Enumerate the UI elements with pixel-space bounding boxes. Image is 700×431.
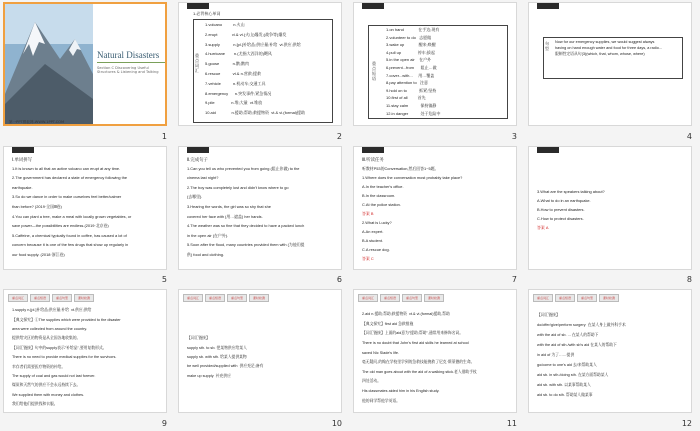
mountain-image: [5, 4, 93, 126]
note-line: The old man goes about with the aid of a walking stick.老人借助手杖: [362, 369, 477, 374]
question-line: B.A student.: [362, 237, 383, 243]
slide-5-canvas[interactable]: [3, 146, 167, 270]
answer-line: 答案 B: [362, 210, 374, 216]
phrase-row: 1.on hand 在手边;现有: [386, 27, 440, 32]
note-line: in aid of 为了……提供: [537, 353, 575, 358]
vocab-row: 10.aid n.援助;帮助;救援物资 vt.& vi.(formal)援助: [205, 110, 306, 116]
note-line: with the aid of sb. ... 在某人的帮助下: [537, 333, 599, 338]
phrase-row: 5.in the open air 在户外: [386, 57, 432, 63]
slide-thumbnail-7[interactable]: [350, 144, 525, 288]
note-line: 【词汇链接】: [537, 313, 560, 318]
tab-test[interactable]: 课时检测: [599, 294, 619, 302]
slide-header-bar: [354, 3, 516, 9]
tab-test[interactable]: 课时检测: [424, 294, 444, 302]
exercise-line: 3.Hearing the words, the girl was so shy that she: [187, 203, 271, 209]
vertical-label: 句型: [545, 41, 549, 51]
note-line: supply sth. to sb. 把某物供应给某人: [187, 345, 247, 350]
vocab-row: 5.goose n.鹅;鹅肉: [205, 61, 250, 67]
slide-heading: Ⅱ.完成句子: [187, 156, 208, 162]
answer-line: 答案 C: [362, 255, 374, 261]
phrase-row: 2.volunteer to do 志愿做: [386, 34, 432, 40]
note-line: 【典文探究】①The supplies which were provided to the disaster: [12, 317, 121, 322]
vocab-row: 1.volcano n.火山: [205, 22, 245, 27]
question-line: A.An expert.: [362, 228, 384, 234]
question-line: A.In the teacher's office.: [362, 183, 404, 189]
slide-7-canvas[interactable]: [353, 146, 517, 270]
tab-phrases[interactable]: 重点短语: [380, 294, 400, 302]
slide-number: 7: [511, 275, 517, 285]
exercise-line: cinema last night?: [187, 175, 219, 181]
tab-vocab[interactable]: 重点词汇: [8, 294, 28, 302]
tab-sentences[interactable]: 重点句型: [402, 294, 422, 302]
tab-vocab[interactable]: 重点词汇: [183, 294, 203, 302]
note-line: 四处活动。: [362, 379, 381, 384]
exercise-line: 5.Soon after the flood, many countries provided them with (为他们提: [187, 242, 305, 248]
phrase-row: 9.hold on to 抓紧;坚持: [386, 87, 437, 93]
question-line: 1.Where does the conversation most probably take place?: [362, 174, 463, 180]
exercise-line: than before? (2019·全国Ⅲ卷): [12, 203, 62, 209]
sentence-line: Now for our emergency supplies, we would suggest always: [555, 40, 655, 44]
slide-3-canvas[interactable]: [353, 2, 517, 126]
slide-number: 12: [681, 418, 692, 428]
tab-phrases[interactable]: 重点短语: [205, 294, 225, 302]
note-line: 煤炭和天然气的供应不会永远持续下去。: [12, 383, 81, 388]
exercise-line: in the open air (在户外).: [187, 232, 229, 238]
note-line: area were collected from around the country.: [12, 327, 88, 331]
exercise-line: 2.The boy was completely lost and didn't know where to go: [187, 184, 289, 190]
slide-header-bar: [529, 3, 691, 9]
sentence-list: [555, 39, 662, 58]
note-line: aid sb. to do sth. 帮助某人做某事: [537, 393, 593, 398]
tab-phrases[interactable]: 重点短语: [555, 294, 575, 302]
note-line: with the aid of sth./with sb's aid 在某人的帮助下: [537, 343, 617, 348]
section-tabs: [8, 294, 94, 302]
vocab-row: 6.rescue vt.& n.营救;援救: [205, 70, 262, 76]
question-line: 2.What is Lucky?: [362, 219, 392, 225]
vocab-row: 8.emergency n.突发事件;紧急情况: [205, 90, 272, 96]
tab-vocab[interactable]: 重点词汇: [533, 294, 553, 302]
slide-10-canvas[interactable]: [178, 289, 342, 413]
slide-number: 5: [161, 275, 167, 285]
slide-4-canvas[interactable]: [528, 2, 692, 126]
exercise-line: covered her face with (用…遮盖) her hands.: [187, 213, 263, 219]
note-line: 幸存者们需要医疗物资的补给。: [12, 364, 66, 369]
tab-sentences[interactable]: 重点句型: [52, 294, 72, 302]
exercise-list: [12, 164, 164, 260]
section-tabs: [533, 294, 619, 302]
note-line: 提供给灾区的物资是从全国各地收集的。: [12, 336, 81, 341]
vertical-label: 重点短语: [372, 61, 376, 81]
exercise-line: concern because it is one of the few drugs that show up regularly in: [12, 242, 129, 248]
question-line: A.What to do in an earthquake.: [537, 197, 591, 203]
slide-number: 8: [686, 275, 692, 285]
slide-thumbnail-5[interactable]: [0, 144, 175, 288]
slide-6-canvas[interactable]: [178, 146, 342, 270]
slide-number: 10: [331, 418, 342, 428]
note-line: There is no need to provide medical supplies for the survivors.: [12, 355, 117, 360]
vertical-label: 重点词汇: [195, 53, 199, 73]
question-line: 听教材P53的Conversation,然后回答1~5题。: [362, 165, 439, 171]
question-line: B.How to prevent disasters.: [537, 206, 585, 212]
note-line: be well provided/supplied with 供应充足;备有: [187, 364, 264, 369]
question-list: [362, 164, 514, 263]
slide-9-canvas[interactable]: [3, 289, 167, 413]
note-line: His classmates aided him in his English study.: [362, 388, 440, 393]
note-line: The supply of coal and gas would not last forever.: [12, 374, 96, 379]
note-line: 我们给他们提供钱和衣服。: [12, 402, 58, 407]
note-line: supply sb. with sth. 给某人提供某物: [187, 355, 247, 359]
title-divider: [97, 62, 165, 63]
note-line: go/come to one's aid 去/来帮助某人: [537, 363, 597, 368]
sentence-line: having on hand enough water and food for three days, a radio...: [555, 46, 663, 51]
phrase-row: 7.cover...with... 用…覆盖: [386, 72, 435, 78]
slide-thumbnail-2[interactable]: [175, 0, 350, 144]
note-line: There is no doubt that John's first aid skills he learned at school: [362, 340, 469, 345]
exercise-line: 5.Caffeine, a chemical typically found in coffee, has caused a lot of: [12, 232, 127, 238]
slide-thumbnail-4[interactable]: [525, 0, 700, 144]
exercise-line: 1.Can you tell us who prevented you from going (阻止你做) to the: [187, 165, 300, 171]
vocab-list: [205, 20, 305, 118]
note-line: 【词汇链接】句中的supply表示"补给品",要用复数形式。: [12, 345, 107, 350]
phrase-row: 8.pay attention to 注意: [386, 80, 429, 86]
note-line: aid sb. with sth. 以某事帮助某人: [537, 383, 591, 388]
phrase-row: 11.stay calm 保持镇静: [386, 102, 437, 108]
note-line: 2.aid n.援助;帮助;救援物资 vt.& vi.(formal)援助,帮助: [362, 312, 450, 317]
exercise-line: (去哪里).: [187, 194, 203, 200]
slide-11-canvas[interactable]: [353, 289, 517, 413]
exercise-line: our food supply. (2018·浙江卷): [12, 251, 65, 257]
phrase-row: 10.first of all 首先: [386, 95, 426, 101]
note-line: 【词汇链接】: [187, 336, 210, 341]
sentence-line: 限制性定语从句(3)(which, that, whom, whose, where): [555, 52, 645, 57]
vocab-row: 3.supply n.[pl.]补给品;供应量;补给 vt.供应;供给: [205, 41, 301, 47]
slide-8-canvas[interactable]: [528, 146, 692, 270]
vocab-row: 2.erupt vi.& vt.(火山)爆发;(战争等)爆发: [205, 31, 287, 37]
tab-sentences[interactable]: 重点句型: [227, 294, 247, 302]
presentation-subtitle: Section C Discovering Useful Structures & Listening and Talking: [97, 66, 159, 74]
exercise-line: 4.The weather was so fine that they decided to have a packed lunch: [187, 223, 305, 229]
note-line: 【词汇链接】上面的aid意为"援助;帮助",通常用来修饰名词。: [362, 331, 463, 336]
slide-thumbnail-3[interactable]: [350, 0, 525, 144]
section-tabs: [183, 294, 269, 302]
slide-header-bar: [354, 147, 516, 153]
slide-number: 4: [686, 131, 692, 141]
phrase-row: 4.pull up 停车;拔起: [386, 49, 435, 55]
phrase-list: [386, 26, 440, 117]
slide-number: 6: [336, 275, 342, 285]
phrase-row: 6.prevent...from 阻止…做: [386, 64, 437, 70]
exercise-line: save power—the possibilities are endless.(2019·北京卷): [12, 223, 109, 229]
vocab-row: 7.vehicle n.机动车;交通工具: [205, 80, 266, 86]
section-tabs: [358, 294, 444, 302]
tab-test[interactable]: 课时检测: [249, 294, 269, 302]
question-list: [537, 187, 689, 232]
tab-phrases[interactable]: 重点短语: [30, 294, 50, 302]
exercise-line: 3.So do we dance in order to make ourselves feel better/calmer: [12, 194, 122, 200]
note-list: [187, 334, 339, 381]
slide-header-bar: [529, 147, 691, 153]
note-line: 毫无疑问,约翰在学校里学到的急救技能挽救了尼克·斯莱德的生命。: [362, 360, 475, 365]
exercise-line: 供) food and clothing.: [187, 251, 224, 257]
note-line: 1.supply n.[pl.]补给品;供应量;补给 vt.供应;供给: [12, 308, 92, 313]
slide-thumbnail-1[interactable]: [0, 0, 175, 144]
note-line: 他的同学帮他学英语。: [362, 398, 400, 403]
slide-number: 9: [161, 418, 167, 428]
note-line: saved Nic Slade's life.: [362, 350, 400, 355]
slide-thumbnail-10[interactable]: [175, 287, 350, 431]
tab-sentences[interactable]: 重点句型: [577, 294, 597, 302]
vocab-row: 4.hurricane n.(尤指大西洋的)飓风: [205, 51, 272, 57]
question-line: B.In the classroom.: [362, 192, 396, 198]
slide-number: 11: [506, 418, 517, 428]
note-line: aid sb. in sth./doing sth. 在某方面帮助某人: [537, 373, 609, 378]
tab-vocab[interactable]: 重点词汇: [358, 294, 378, 302]
slide-thumbnail-8[interactable]: [525, 144, 700, 288]
note-line: make up supply 补充供应: [187, 373, 231, 378]
slide-1-canvas[interactable]: [3, 2, 167, 126]
slide-thumbnail-12[interactable]: [525, 287, 700, 431]
slide-number: 1: [161, 131, 167, 141]
template-url: 第一PPT模板网-WWW.1PPT.COM: [9, 120, 65, 124]
exercise-line: earthquake.: [12, 184, 33, 190]
tab-test[interactable]: 课时检测: [74, 294, 94, 302]
slide-number: 3: [511, 131, 517, 141]
answer-line: 答案 A: [537, 224, 549, 230]
note-list: [362, 310, 514, 406]
vocab-row: 9.pile n.堆;大量 vt.堆放: [205, 100, 263, 106]
slide-2-canvas[interactable]: [178, 2, 342, 126]
phrase-row: 3.wake up 醒来;唤醒: [386, 42, 436, 48]
note-line: 【典文探究】first aid 急救措施: [362, 321, 414, 326]
question-line: C.A rescue dog.: [362, 246, 390, 252]
slide-header-bar: [4, 147, 166, 153]
note-line: We supplied them with money and clothes.: [12, 392, 85, 397]
slide-thumbnail-6[interactable]: [175, 144, 350, 288]
slide-heading: Ⅲ.听读任务: [362, 156, 384, 162]
slide-thumbnail-11[interactable]: [350, 287, 525, 431]
note-list: [537, 310, 689, 400]
slide-header-bar: [179, 3, 341, 9]
presentation-title: Natural Disasters: [97, 50, 160, 60]
note-line: do/offer/give/perform surgery 在某人身上做外科手术: [537, 323, 626, 328]
exercise-line: 1.It is known to all that an active volcano can erupt at any time.: [12, 165, 121, 171]
slide-heading: 1.必背核心单词: [193, 11, 221, 16]
slide-heading: Ⅰ.单词拼写: [12, 156, 33, 162]
question-line: C.How to protect disasters.: [537, 215, 584, 221]
slide-thumbnail-9[interactable]: [0, 287, 175, 431]
phrase-row: 12.in danger 处于危险中: [386, 110, 441, 116]
question-line: C.At the police station.: [362, 201, 401, 207]
slide-12-canvas[interactable]: [528, 289, 692, 413]
slide-number: 2: [336, 131, 342, 141]
question-line: 3.What are the speakers talking about?: [537, 188, 605, 194]
exercise-line: 4.You can plant a tree, make a meal with locally grown vegetables, or: [12, 213, 132, 219]
exercise-list: [187, 164, 339, 260]
exercise-line: 2.The government has declared a state of emergency following the: [12, 175, 128, 181]
slide-header-bar: [179, 147, 341, 153]
note-list: [12, 306, 164, 409]
